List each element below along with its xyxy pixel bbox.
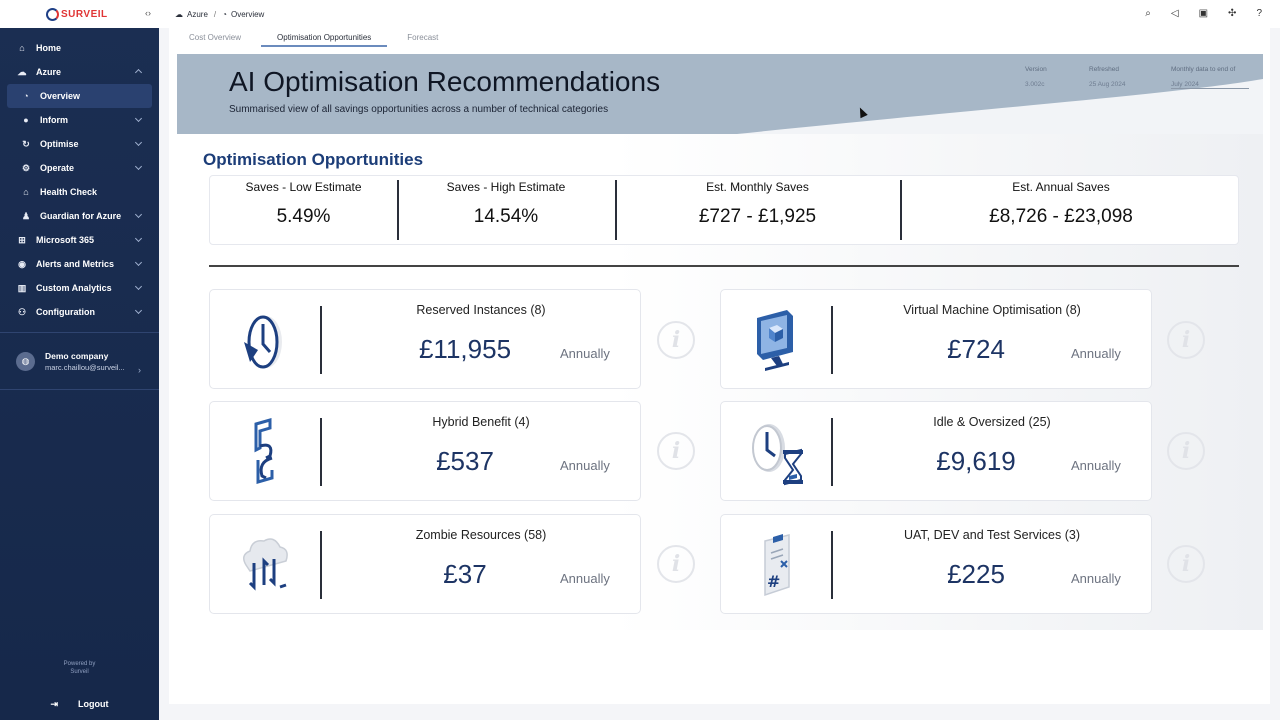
brand-name: SURVEIL (61, 8, 108, 20)
sidebar-item-inform[interactable] (0, 108, 159, 132)
info-icon[interactable]: i (1167, 432, 1205, 470)
powered-by (0, 660, 159, 676)
sidebar-item-azure[interactable] (0, 60, 159, 84)
top-icons (1145, 8, 1262, 19)
card-period: Annually (1071, 458, 1121, 473)
summary-value: 14.54% (473, 206, 539, 227)
card-title: Zombie Resources (58) (415, 528, 547, 542)
sidebar-item-configuration[interactable] (0, 300, 159, 324)
brand-logo[interactable] (0, 0, 159, 28)
breadcrumb (175, 10, 264, 19)
logout-label: Logout (78, 699, 109, 709)
meta-label: Version (1025, 66, 1047, 73)
cog-icon: ⚙ (21, 162, 31, 173)
user-email: marc.chaillou@surveil... (45, 362, 125, 372)
chevron-down-icon (135, 163, 142, 170)
sidebar-item-label: Overview (40, 91, 81, 101)
card-title: Virtual Machine Optimisation (8) (903, 303, 1081, 317)
tab-forecast[interactable]: Forecast (407, 33, 439, 42)
chevron-down-icon (135, 115, 142, 122)
tab-bar (169, 28, 458, 47)
chevron-down-icon (135, 259, 142, 266)
clock-arrow-icon (236, 306, 296, 374)
sidebar-item-label: Guardian for Azure (40, 211, 122, 221)
home-icon: ⌂ (19, 43, 25, 53)
sidebar-item-label: Microsoft 365 (36, 235, 95, 245)
help-icon[interactable]: ? (1256, 8, 1262, 19)
sidebar-item-label: Inform (40, 115, 68, 125)
summary-label: Est. Annual Saves (1012, 180, 1110, 194)
chevron-down-icon (135, 211, 142, 218)
sidebar-item-microsoft-365[interactable] (0, 228, 159, 252)
info-icon: ● (23, 115, 29, 125)
summary-label: Est. Monthly Saves (706, 180, 809, 194)
sidebar-item-custom-analytics[interactable] (0, 276, 159, 300)
powered-by-name: Surveil (70, 669, 89, 675)
section-divider (209, 265, 1239, 267)
collapse-sidebar-icon[interactable]: ‹› (145, 8, 151, 18)
sidebar-item-label: Health Check (40, 187, 98, 197)
card-title: UAT, DEV and Test Services (3) (904, 528, 1080, 542)
card-amount: £9,619 (936, 446, 1016, 476)
card-zombie-resources[interactable] (209, 514, 641, 614)
chain-link-icon (236, 418, 296, 486)
sidebar-item-guardian[interactable] (0, 204, 159, 228)
summary-value: £8,726 - £23,098 (989, 206, 1133, 227)
sidebar-item-alerts[interactable] (0, 252, 159, 276)
pie-chart-icon: ◔ (23, 91, 29, 101)
card-amount: £11,955 (418, 334, 512, 364)
gauge-icon: ◉ (18, 258, 26, 269)
card-reserved-instances[interactable] (209, 289, 641, 389)
summary-value: £727 - £1,925 (698, 206, 817, 227)
content-area (177, 134, 1263, 630)
monitor-cube-icon (747, 306, 807, 374)
chevron-up-icon (135, 69, 142, 76)
card-title: Hybrid Benefit (4) (432, 415, 530, 429)
card-amount: £537 (436, 446, 494, 476)
avatar: ◍ (16, 352, 35, 371)
sidebar-item-label: Custom Analytics (36, 283, 112, 293)
sidebar-item-label: Configuration (36, 307, 95, 317)
microsoft-icon: ⊞ (18, 234, 26, 245)
card-hybrid-benefit[interactable] (209, 401, 641, 501)
card-vm-optimisation[interactable] (720, 289, 1152, 389)
card-period: Annually (560, 346, 610, 361)
clipboard-icon (747, 531, 807, 599)
refresh-icon: ↻ (22, 138, 30, 149)
logout-button[interactable] (0, 688, 159, 720)
breadcrumb-overview: Overview (230, 9, 265, 19)
card-uat-dev-test[interactable] (720, 514, 1152, 614)
apps-icon[interactable]: ✣ (1228, 8, 1237, 19)
chat-icon[interactable]: ▣ (1198, 8, 1209, 19)
meta-refreshed (1089, 66, 1126, 88)
sidebar-item-label: Alerts and Metrics (36, 259, 115, 269)
sidebar-item-label: Optimise (40, 139, 79, 149)
tab-cost-overview[interactable]: Cost Overview (189, 33, 242, 42)
header-banner (177, 54, 1263, 134)
card-amount: £225 (947, 559, 1005, 589)
summary-label: Saves - Low Estimate (245, 180, 362, 194)
page-subtitle: Summarised view of all savings opportunities across a number of technical categories (229, 104, 609, 115)
logout-icon: ⇥ (50, 698, 59, 709)
info-icon[interactable]: i (657, 321, 695, 359)
chevron-down-icon (135, 139, 142, 146)
card-period: Annually (560, 571, 610, 586)
sidebar-nav (0, 28, 159, 324)
card-amount: £724 (947, 334, 1005, 364)
card-idle-oversized[interactable] (720, 401, 1152, 501)
summary-label: Saves - High Estimate (446, 180, 566, 194)
summary-value: 5.49% (276, 206, 331, 227)
chevron-down-icon (135, 235, 142, 242)
sidebar-item-label: Operate (40, 163, 75, 173)
summary-low-estimate (210, 176, 397, 244)
user-name: Demo company (45, 350, 109, 361)
meta-monthly-data[interactable] (1171, 66, 1249, 89)
powered-by-label: Powered by (63, 661, 96, 667)
sidebar-item-overview[interactable] (7, 84, 152, 108)
breadcrumb-separator: / (213, 9, 217, 19)
summary-bar (209, 175, 1239, 245)
card-period: Annually (560, 458, 610, 473)
chevron-right-icon: › (138, 365, 141, 375)
info-icon[interactable]: i (657, 432, 695, 470)
user-shield-icon: ♟ (21, 210, 31, 221)
tab-optimisation-opportunities[interactable]: Optimisation Opportunities (261, 28, 387, 47)
search-icon[interactable]: ⌕ (1145, 8, 1151, 19)
main-panel (169, 28, 1270, 704)
cloud-icon: ☁ (175, 9, 183, 19)
cloud-arrows-icon (236, 531, 296, 599)
card-title: Idle & Oversized (25) (933, 415, 1051, 429)
summary-monthly-saves (615, 176, 900, 244)
analytics-icon: ▥ (17, 282, 27, 293)
meta-value: 3.002c (1025, 81, 1045, 88)
sidebar-item-label: Azure (36, 67, 62, 77)
info-icon[interactable]: i (1167, 545, 1205, 583)
health-icon: ⌂ (23, 187, 29, 197)
meta-label: Monthly data to end of (1171, 66, 1236, 73)
user-profile[interactable] (0, 341, 159, 381)
top-bar (159, 0, 1280, 28)
sidebar-item-operate[interactable] (0, 156, 159, 180)
sidebar-divider (0, 389, 159, 390)
info-icon[interactable]: i (1167, 321, 1205, 359)
card-title: Reserved Instances (8) (416, 303, 546, 317)
breadcrumb-azure[interactable]: Azure (187, 9, 208, 19)
meta-version (1025, 66, 1047, 88)
page-title: AI Optimisation Recommendations (229, 66, 661, 97)
surveil-logo-icon (46, 8, 59, 21)
chevron-down-icon (135, 307, 142, 314)
cloud-icon: ☁ (17, 66, 27, 77)
chevron-down-icon (135, 283, 142, 290)
sidebar (0, 0, 159, 720)
card-amount: £37 (443, 559, 487, 589)
sidebar-divider (0, 332, 159, 333)
sidebar-item-optimise[interactable] (0, 132, 159, 156)
sidebar-item-health-check[interactable] (0, 180, 159, 204)
info-icon[interactable]: i (657, 545, 695, 583)
card-period: Annually (1071, 346, 1121, 361)
meta-value: 25 Aug 2024 (1089, 81, 1126, 88)
section-title: Optimisation Opportunities (203, 150, 424, 169)
card-period: Annually (1071, 571, 1121, 586)
summary-high-estimate (397, 176, 615, 244)
sidebar-item-home[interactable] (0, 36, 159, 60)
meta-label: Refreshed (1089, 66, 1119, 73)
megaphone-icon[interactable]: ◁ (1170, 8, 1179, 19)
clock-hourglass-icon (747, 418, 807, 486)
summary-annual-saves (900, 176, 1222, 244)
meta-value: July 2024 (1171, 81, 1199, 88)
sidebar-item-label: Home (36, 43, 62, 53)
pie-chart-icon: ◔ (222, 9, 227, 19)
users-cog-icon: ⚇ (17, 306, 27, 317)
svg-text:#: # (767, 572, 781, 591)
